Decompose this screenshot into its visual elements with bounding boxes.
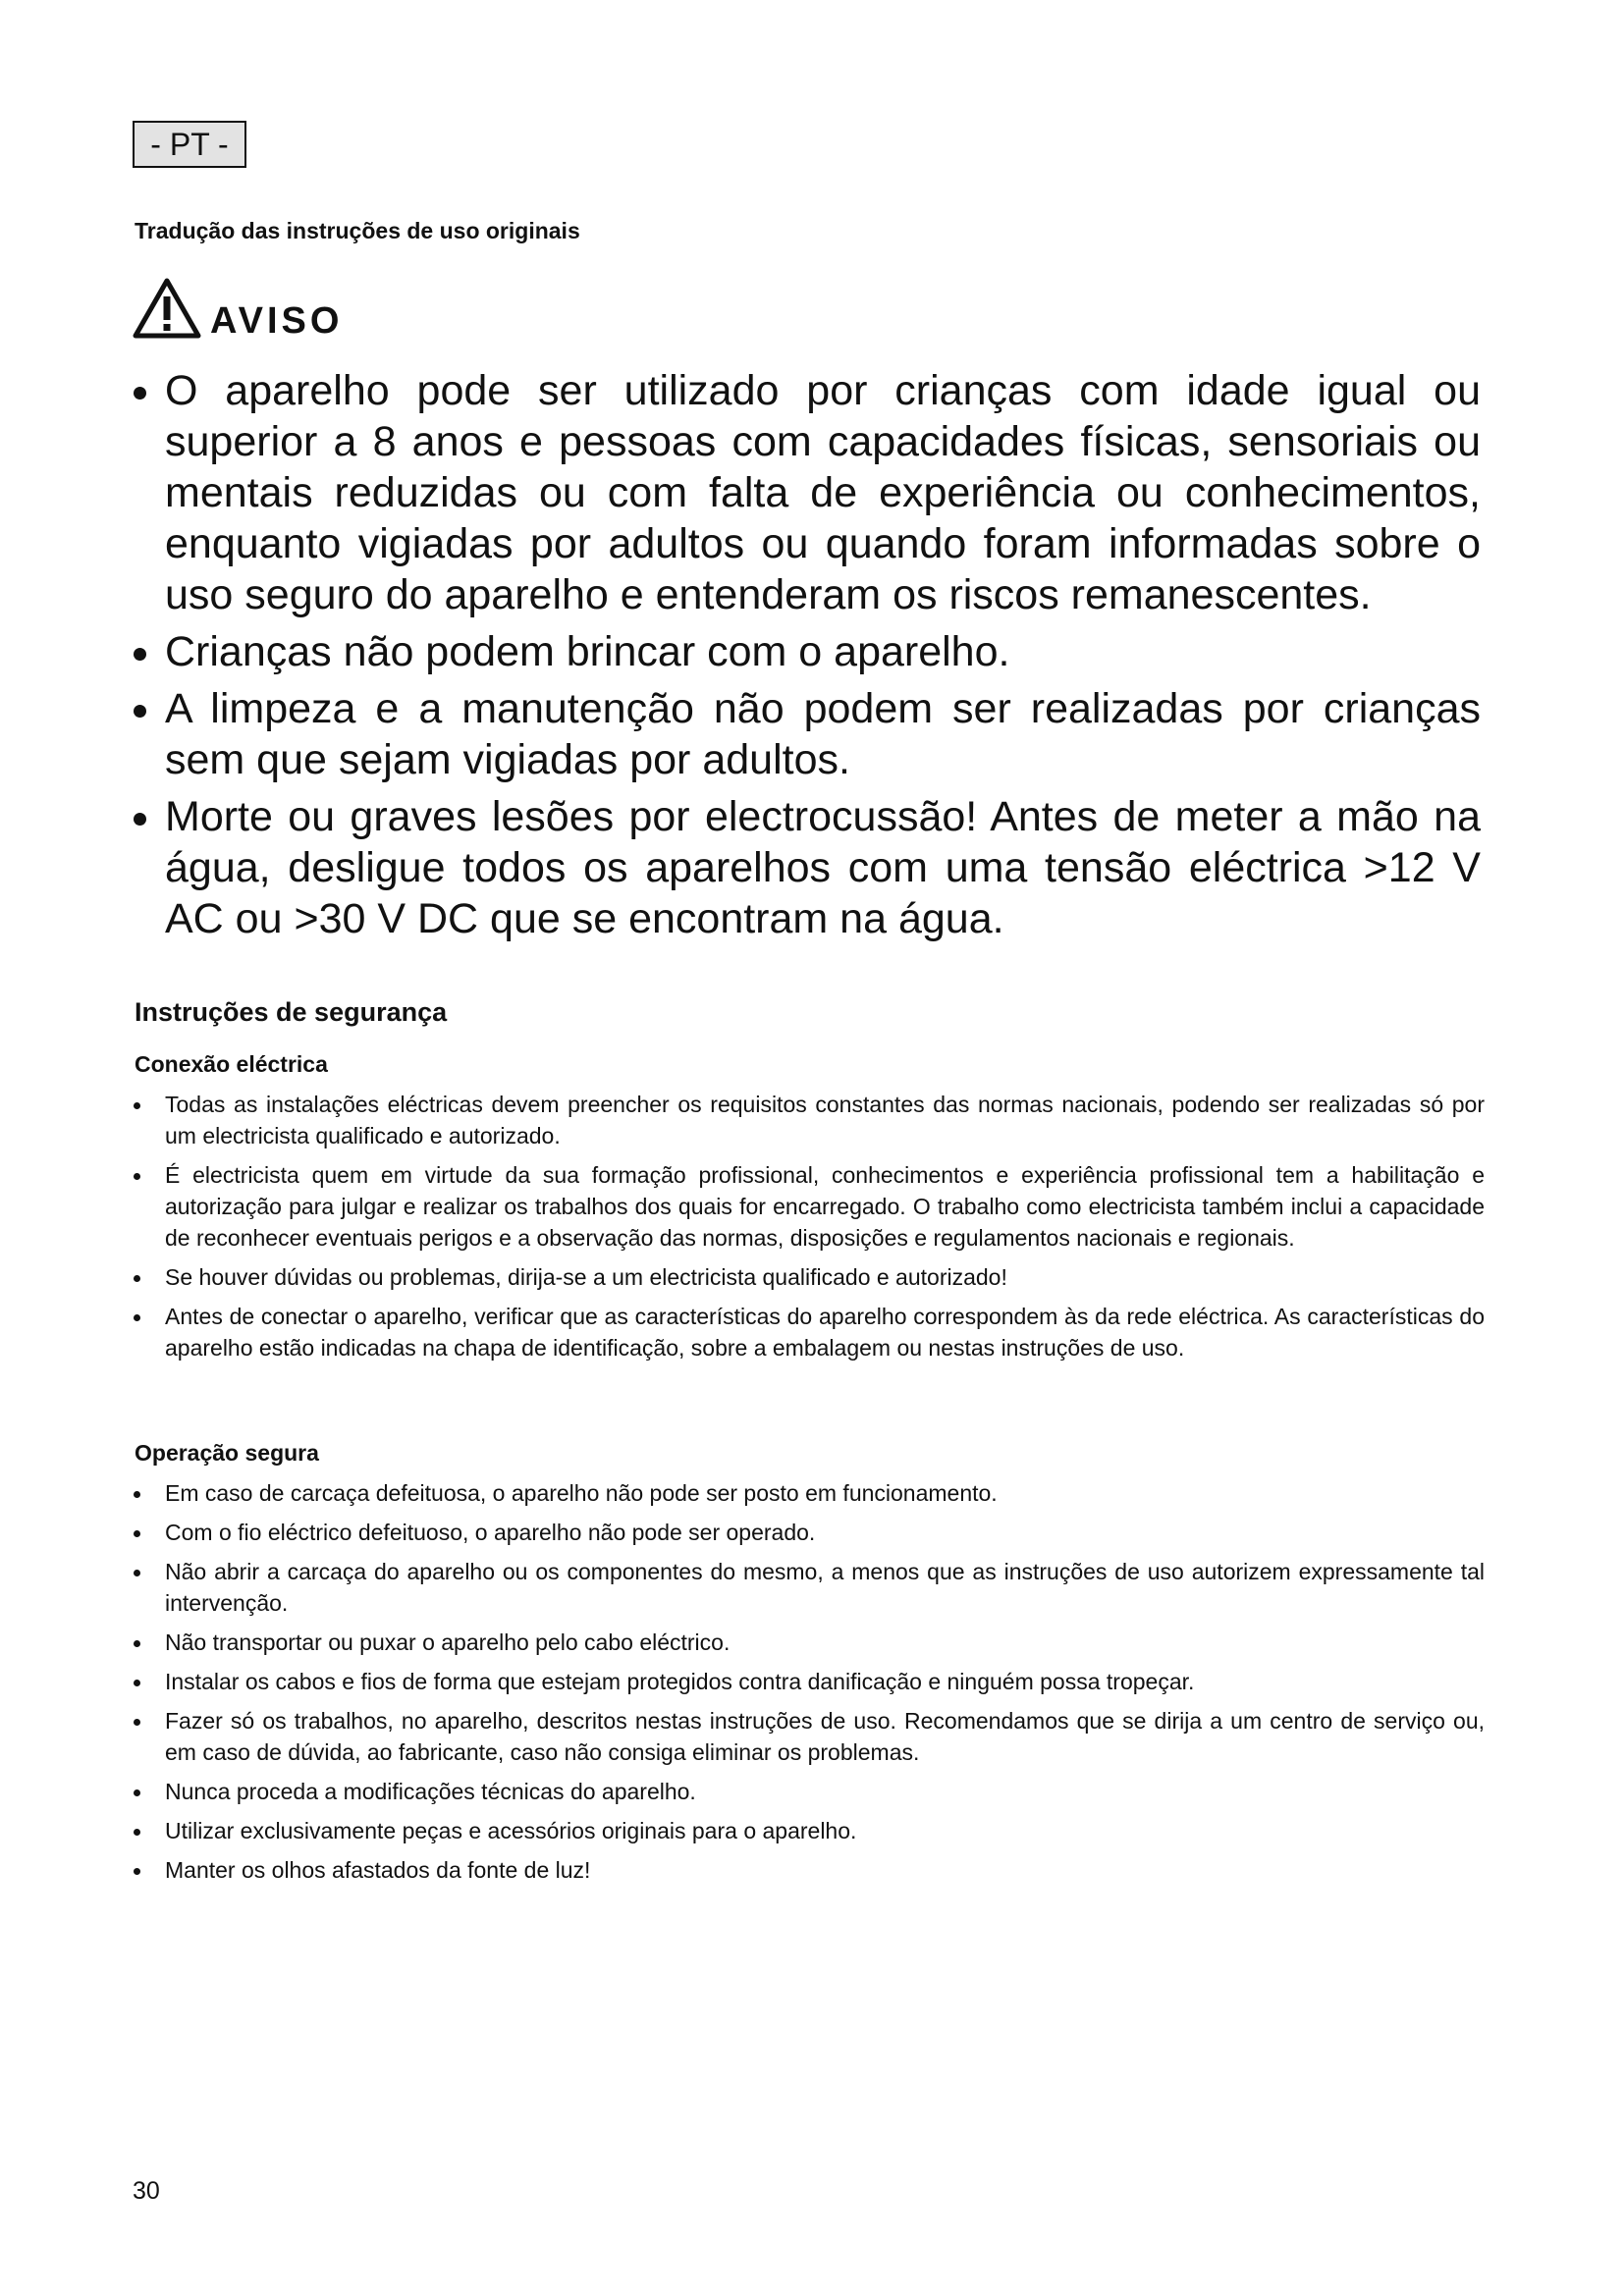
warning-title: AVISO [210,300,344,342]
warning-list [128,365,1481,950]
list-item: Fazer só os trabalhos, no aparelho, descritos nestas instruções de uso. Recomendamos que se dirija a um centro de serviço ou, em caso de dúvida, ao fabricante, caso não consiga eliminar os problemas. [128,1705,1485,1768]
safety-section-title: Instruções de segurança [135,997,448,1027]
list-item: Se houver dúvidas ou problemas, dirija-se a um electricista qualificado e autorizado! [128,1261,1485,1293]
electrical-connection-list [128,1089,1485,1371]
safe-operation-heading: Operação segura [135,1440,319,1466]
warning-item: O aparelho pode ser utilizado por crianças com idade igual ou superior a 8 anos e pessoas com capacidades físicas, sensoriais ou mentais reduzidas ou com falta de experiência ou conhecimentos, enquanto vigiadas por adultos ou quando foram informadas sobre o uso seguro do aparelho e entenderam os riscos remanescentes. [128,365,1481,620]
list-item: Todas as instalações eléctricas devem preencher os requisitos constantes das normas nacionais, podendo ser realizadas só por um electricista qualificado e autorizado. [128,1089,1485,1151]
list-item: É electricista quem em virtude da sua formação profissional, conhecimentos e experiência profissional tem a habilitação e autorização para julgar e realizar os trabalhos dos quais for encarregado. O trabalho como electricista também inclui a capacidade de reconhecer eventuais perigos e a observação das normas, disposições e regulamentos nacionais e regionais. [128,1159,1485,1254]
list-item: Utilizar exclusivamente peças e acessórios originais para o aparelho. [128,1815,1485,1846]
list-item: Nunca proceda a modificações técnicas do aparelho. [128,1776,1485,1807]
list-item: Não transportar ou puxar o aparelho pelo cabo eléctrico. [128,1627,1485,1658]
page-number: 30 [133,2177,160,2205]
list-item: Antes de conectar o aparelho, verificar que as características do aparelho correspondem às da rede eléctrica. As características do aparelho estão indicadas na chapa de identificação, sobre a embalagem ou nestas instruções de uso. [128,1301,1485,1363]
document-subtitle: Tradução das instruções de uso originais [135,218,580,243]
list-item: Com o fio eléctrico defeituoso, o aparelho não pode ser operado. [128,1517,1485,1548]
list-item: Não abrir a carcaça do aparelho ou os componentes do mesmo, a menos que as instruções de uso autorizem expressamente tal intervenção. [128,1556,1485,1619]
language-tag: - PT - [133,121,246,168]
list-item: Manter os olhos afastados da fonte de luz! [128,1854,1485,1886]
warning-item: A limpeza e a manutenção não podem ser realizadas por crianças sem que sejam vigiadas por adultos. [128,683,1481,785]
warning-item: Morte ou graves lesões por electrocussão! Antes de meter a mão na água, desligue todos os aparelhos com uma tensão eléctrica >12 V AC ou >30 V DC que se encontram na água. [128,791,1481,944]
safe-operation-list [128,1477,1485,1894]
electrical-connection-heading: Conexão eléctrica [135,1051,328,1077]
list-item: Instalar os cabos e fios de forma que estejam protegidos contra danificação e ninguém possa tropeçar. [128,1666,1485,1697]
warning-item: Crianças não podem brincar com o aparelho. [128,626,1481,677]
warning-triangle-icon [132,277,202,342]
list-item: Em caso de carcaça defeituosa, o aparelho não pode ser posto em funcionamento. [128,1477,1485,1509]
